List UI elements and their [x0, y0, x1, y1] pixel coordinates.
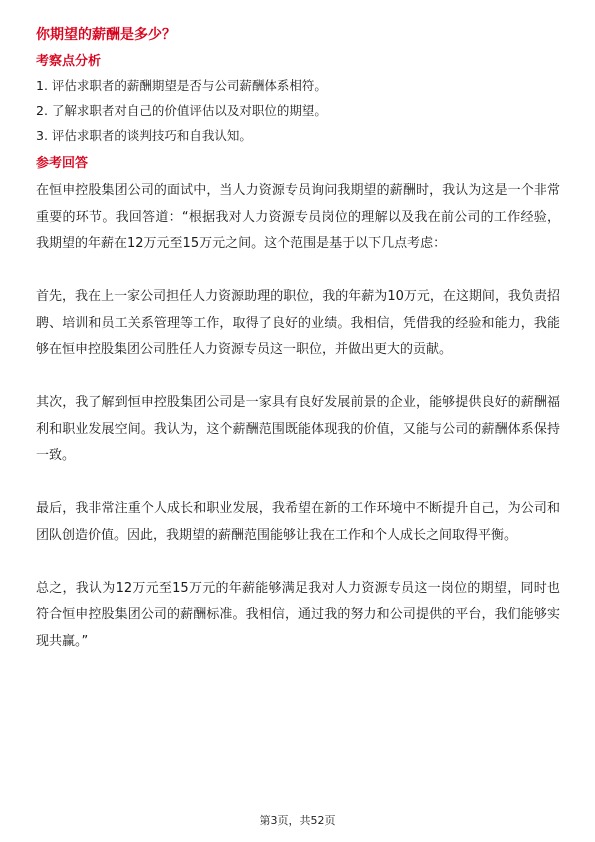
answer-paragraph: 最后，我非常注重个人成长和职业发展，我希望在新的工作环境中不断提升自己，为公司和团队创造价值。因此，我期望的薪酬范围能够让我在工作和个人成长之间取得平衡。: [36, 501, 560, 543]
analysis-list: [36, 76, 560, 146]
answer-paragraph: 总之，我认为12万元至15万元的年薪能够满足我对人力资源专员这一岗位的期望，同时也符合恒申控股集团公司的薪酬标准。我相信，通过我的努力和公司提供的平台，我们能够实现共赢。”: [36, 580, 560, 649]
analysis-item: 2. 了解求职者对自己的价值评估以及对职位的期望。: [36, 103, 327, 118]
answer-body: [36, 178, 560, 655]
analysis-heading: 考察点分析: [36, 54, 102, 69]
page-number: 第3页，共52页: [259, 814, 336, 827]
page-content: [36, 26, 560, 655]
analysis-item: 1. 评估求职者的薪酬期望是否与公司薪酬体系相符。: [36, 78, 327, 93]
question-title: 你期望的薪酬是多少？: [36, 27, 176, 43]
answer-paragraph: 首先，我在上一家公司担任人力资源助理的职位，我的年薪为10万元，在这期间，我负责招聘、培训和员工关系管理等工作，取得了良好的业绩。我相信，凭借我的经验和能力，我能够在恒申控股集团公司胜任人力资源专员这一职位，并做出更大的贡献。: [36, 289, 560, 357]
answer-heading: 参考回答: [36, 156, 89, 171]
answer-paragraph: 其次，我了解到恒申控股集团公司是一家具有良好发展前景的企业，能够提供良好的薪酬福利和职业发展空间。我认为，这个薪酬范围既能体现我的价值，又能与公司的薪酬体系保持一致。: [36, 395, 560, 463]
analysis-item: 3. 评估求职者的谈判技巧和自我认知。: [36, 128, 252, 143]
answer-paragraph: 在恒申控股集团公司的面试中，当人力资源专员询问我期望的薪酬时，我认为这是一个非常重要的环节。我回答道：“根据我对人力资源专员岗位的理解以及我在前公司的工作经验，我期望的年薪在12万元至15万元之间。这个范围是基于以下几点考虑：: [36, 183, 560, 251]
